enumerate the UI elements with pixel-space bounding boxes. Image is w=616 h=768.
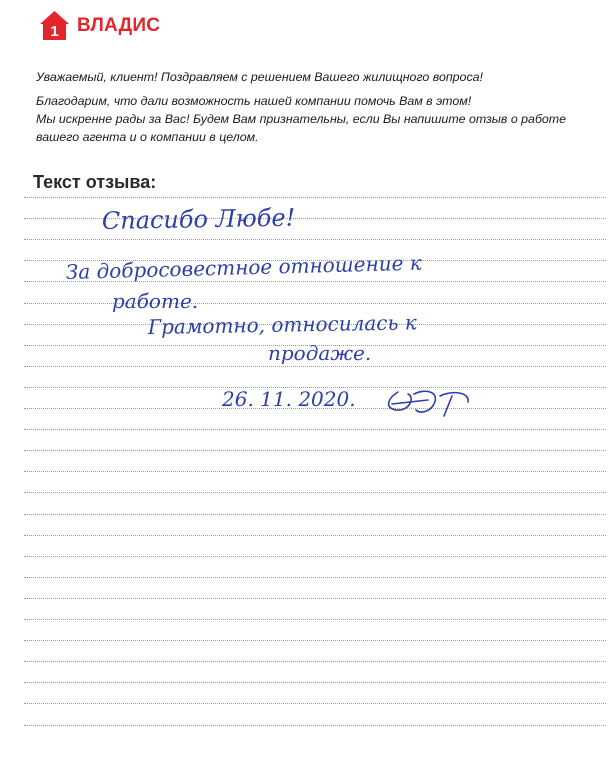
intro-text [36,68,596,146]
house-logo-icon [38,9,71,42]
review-label: Текст отзыва: [33,172,157,192]
ruled-line [24,303,606,304]
svg-text:1: 1 [50,23,59,40]
handwritten-line: Грамотно, относилась к [147,310,417,339]
ruled-line [24,492,606,493]
handwritten-line: За добросовестное отношение к [65,250,423,284]
brand-name: ВЛАДИС [77,15,161,36]
ruled-line [24,197,606,198]
ruled-line [24,260,606,261]
greeting-text: Уважаемый, клиент! Поздравляем с решением Вашего жилищного вопроса! [36,70,483,84]
ruled-line [24,239,606,240]
ruled-line [24,535,606,536]
ruled-line [24,703,606,704]
ruled-line [24,450,606,451]
ruled-line [24,281,606,282]
ruled-line [24,471,606,472]
ruled-line [24,556,606,557]
brand-logo [38,9,160,42]
handwritten-line: работе. [112,289,199,313]
handwritten-line: продаже. [268,341,372,365]
ruled-line [24,387,606,388]
review-lines [24,197,606,737]
handwritten-date: 26. 11. 2020. [222,387,356,411]
ruled-line [24,514,606,515]
ruled-line [24,324,606,325]
ruled-line [24,345,606,346]
ruled-line [24,429,606,430]
ruled-line [24,682,606,683]
ruled-line [24,619,606,620]
ruled-line [24,598,606,599]
ruled-line [24,661,606,662]
ruled-line [24,640,606,641]
ruled-line [24,218,606,219]
ruled-line [24,725,606,726]
ruled-line [24,408,606,409]
ruled-line [24,366,606,367]
ruled-line [24,577,606,578]
handwritten-line: Спасибо Любе! [101,203,296,235]
thanks-text: Благодарим, что дали возможность нашей компании помочь Вам в этом! Мы искренне рады за Вас! Будем Вам признательны, если Вы напишите отзыв о работе вашего агента и о компании в целом. [36,94,567,144]
